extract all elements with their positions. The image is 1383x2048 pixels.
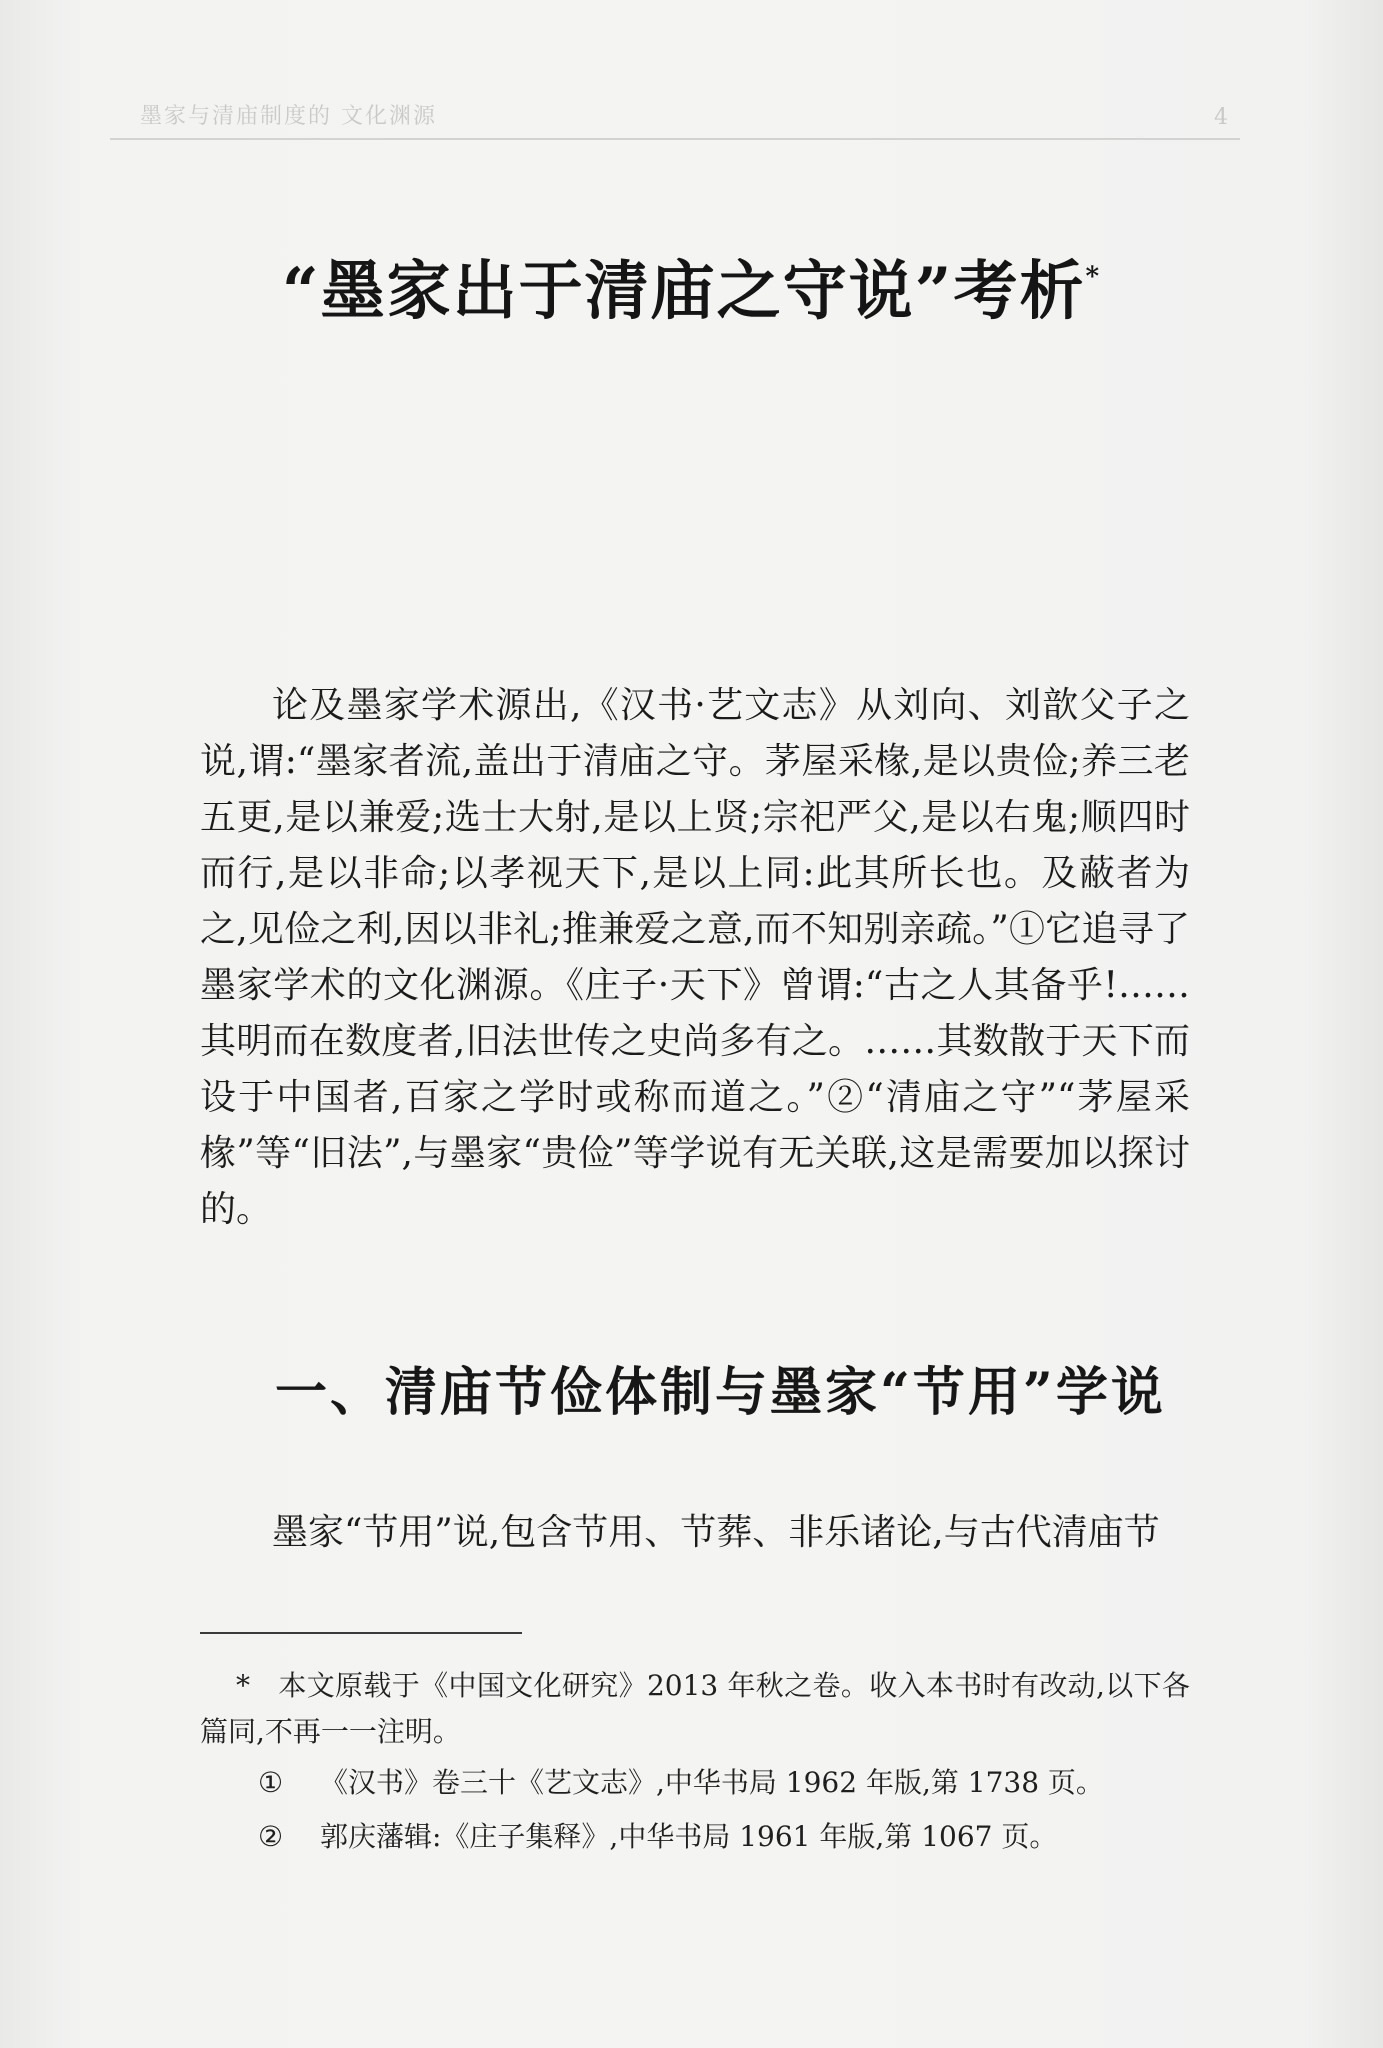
footnote-star-text: 本文原载于《中国文化研究》2013 年秋之卷。收入本书时有改动,以下各篇同,不再一一注明。	[200, 1669, 1190, 1748]
footnote-divider	[200, 1632, 522, 1634]
title-footnote-marker: *	[1085, 261, 1102, 292]
body-paragraph-2: 墨家“节用”说,包含节用、节葬、非乐诸论,与古代清庙节	[272, 1512, 1160, 1553]
footnote-2	[200, 1814, 1190, 1860]
footnote-1	[200, 1760, 1190, 1806]
footnote-2-mark: ②	[258, 1820, 284, 1853]
footnote-star	[200, 1663, 1190, 1755]
section-heading: 一、清庙节俭体制与墨家“节用”学说	[275, 1362, 1166, 1423]
running-header-page-number: 4	[1214, 105, 1230, 130]
footnote-1-text: 《汉书》卷三十《艺文志》,中华书局 1962 年版,第 1738 页。	[320, 1766, 1104, 1799]
running-header-title: 墨家与清庙制度的 文化渊源	[140, 104, 437, 129]
article-title	[0, 240, 1383, 332]
article-title-text: “墨家出于清庙之守说”考析	[281, 254, 1086, 329]
running-header	[110, 98, 1240, 140]
footnote-1-mark: ①	[258, 1766, 284, 1799]
footnote-2-text: 郭庆藩辑:《庄子集释》,中华书局 1961 年版,第 1067 页。	[320, 1820, 1058, 1853]
body-paragraph-1: 论及墨家学术源出,《汉书·艺文志》从刘向、刘歆父子之说,谓:“墨家者流,盖出于清庙之守。茅屋采椽,是以贵俭;养三老五更,是以兼爱;选士大射,是以上贤;宗祀严父,是以右鬼;顺四时而行,是以非命;以孝视天下,是以上同:此其所长也。及蔽者为之,见俭之利,因以非礼;推兼爱之意,而不知别亲疏。”①它追寻了墨家学术的文化渊源。《庄子·天下》曾谓:“古之人其备乎!……其明而在数度者,旧法世传之史尚多有之。……其数散于天下而设于中国者,百家之学时或称而道之。”②“清庙之守”“茅屋采椽”等“旧法”,与墨家“贵俭”等学说有无关联,这是需要加以探讨的。	[200, 685, 1190, 1230]
footnote-star-mark: *	[236, 1669, 250, 1702]
